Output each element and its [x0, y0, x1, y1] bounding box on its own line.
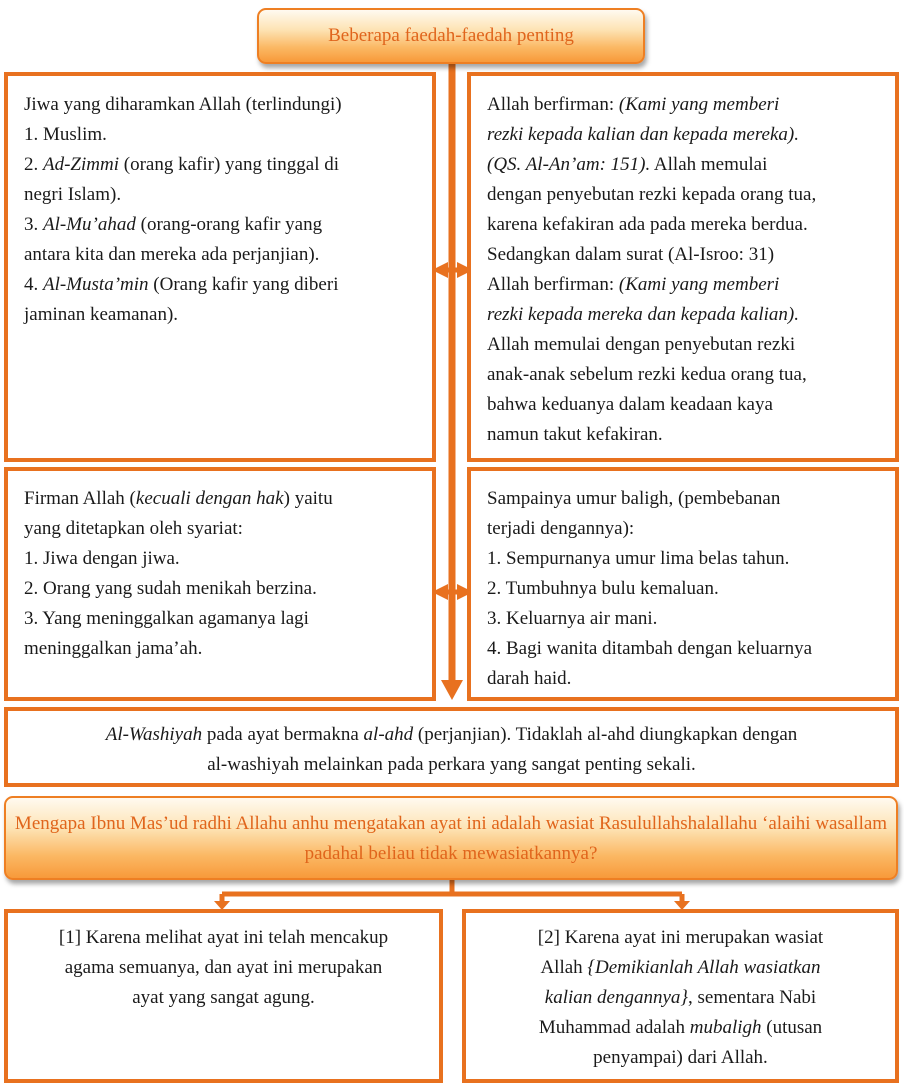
- text-segment: ayat yang sangat agung.: [132, 987, 315, 1008]
- text-line: [466, 1013, 895, 1043]
- text-segment: 1. Muslim.: [24, 124, 107, 145]
- text-segment: Allah memulai dengan penyebutan rezki: [487, 334, 796, 355]
- text-line: [487, 240, 895, 270]
- italic-text-segment: rezki kepada mereka dan kepada kalian).: [487, 304, 799, 325]
- text-line: [24, 150, 432, 180]
- text-line: [487, 514, 895, 544]
- box-al-washiyah: [4, 707, 899, 787]
- text-line: [466, 1043, 895, 1073]
- text-line: [24, 514, 432, 544]
- text-segment: anak-anak sebelum rezki kedua orang tua,: [487, 364, 807, 385]
- italic-text-segment: Al-Mu’ahad: [43, 214, 136, 235]
- text-segment: jaminan keamanan).: [24, 304, 179, 325]
- text-line: [487, 664, 895, 694]
- text-line: [24, 300, 432, 330]
- text-segment: 3.: [24, 214, 43, 235]
- title-text: Beberapa faedah-faedah penting: [328, 25, 574, 46]
- text-line: [24, 120, 432, 150]
- text-segment: 2. Tumbuhnya bulu kemaluan.: [487, 578, 719, 599]
- text-line: [8, 750, 895, 780]
- text-line: [24, 90, 432, 120]
- text-line: [487, 544, 895, 574]
- text-line: [24, 270, 432, 300]
- italic-text-segment: {Demikianlah Allah wasiatkan: [587, 957, 821, 978]
- text-segment: Allah berfirman:: [487, 94, 619, 115]
- text-segment: 4.: [24, 274, 43, 295]
- question-banner: [4, 796, 898, 880]
- text-line: [8, 720, 895, 750]
- text-segment: bahwa keduanya dalam keadaan kaya: [487, 394, 773, 415]
- text-segment: Mengapa Ibnu Mas’ud radhi Allahu anhu mengatakan ayat ini adalah wasiat Rasulullah: [14, 813, 681, 834]
- text-segment: [2] Karena ayat ini merupakan wasiat: [537, 927, 824, 948]
- text-line: [487, 180, 895, 210]
- text-segment: Sedangkan dalam surat (Al-Isroo: 31): [487, 244, 775, 265]
- box-baligh: [467, 467, 899, 701]
- text-line: [466, 983, 895, 1013]
- text-line: [8, 953, 439, 983]
- text-segment: Muhammad adalah: [538, 1017, 690, 1038]
- text-segment: ) yaitu: [283, 488, 333, 509]
- text-line: [8, 983, 439, 1013]
- text-segment: al-washiyah melainkan pada perkara yang sangat penting sekali.: [207, 754, 696, 775]
- text-segment: 4. Bagi wanita ditambah dengan keluarnya: [487, 638, 813, 659]
- text-segment: pada ayat bermakna: [202, 724, 364, 745]
- text-segment: Allah: [540, 957, 588, 978]
- text-segment: Allah memulai: [650, 154, 768, 175]
- text-line: [24, 210, 432, 240]
- text-segment: 2. Orang yang sudah menikah berzina.: [24, 578, 317, 599]
- italic-text-segment: Ad-Zimmi: [43, 154, 119, 175]
- text-line: [24, 484, 432, 514]
- text-segment: yang ditetapkan oleh syariat:: [24, 518, 243, 539]
- text-segment: karena kefakiran ada pada mereka berdua.: [487, 214, 808, 235]
- box-except-by-right: [4, 467, 436, 701]
- text-segment: (utusan: [761, 1017, 823, 1038]
- text-line: [487, 270, 895, 300]
- text-line: [487, 574, 895, 604]
- text-line: [8, 923, 439, 953]
- title-banner: [257, 8, 645, 64]
- text-segment: Jiwa yang diharamkan Allah (terlindungi): [24, 94, 342, 115]
- text-line: [487, 150, 895, 180]
- italic-text-segment: mubaligh: [689, 1017, 762, 1038]
- text-line: [487, 634, 895, 664]
- text-line: [466, 953, 895, 983]
- text-line: [24, 544, 432, 574]
- italic-text-segment: rezki kepada kalian dan kepada mereka).: [487, 124, 799, 145]
- text-segment: negri Islam).: [24, 184, 122, 205]
- text-segment: dengan penyebutan rezki kepada orang tua,: [487, 184, 817, 205]
- text-line: [24, 634, 432, 664]
- box-answer-1: [4, 909, 443, 1083]
- text-segment: (perjanjian). Tidaklah al-ahd diungkapkan dengan: [413, 724, 798, 745]
- text-line: [466, 923, 895, 953]
- text-segment: Allah berfirman:: [487, 274, 619, 295]
- italic-text-segment: kalian dengannya}: [544, 987, 688, 1008]
- text-segment: shalallahu ‘alaihi wasallam padahal beliau tidak mewasiatkannya?: [304, 813, 888, 864]
- text-segment: namun takut kefakiran.: [487, 424, 663, 445]
- text-line: [487, 390, 895, 420]
- italic-text-segment: Al-Washiyah: [105, 724, 203, 745]
- text-segment: penyampai) dari Allah.: [593, 1047, 768, 1068]
- box-answer-2: [462, 909, 899, 1083]
- text-line: [24, 604, 432, 634]
- text-segment: (orang kafir) yang tinggal di: [119, 154, 340, 175]
- text-segment: 1. Sempurnanya umur lima belas tahun.: [487, 548, 790, 569]
- text-line: [487, 90, 895, 120]
- text-segment: 2.: [24, 154, 43, 175]
- text-line: [487, 420, 895, 450]
- text-segment: agama semuanya, dan ayat ini merupakan: [64, 957, 383, 978]
- text-line: [487, 330, 895, 360]
- text-segment: darah haid.: [487, 668, 572, 689]
- italic-text-segment: al-ahd: [363, 724, 414, 745]
- text-segment: , sementara Nabi: [688, 987, 817, 1008]
- text-segment: [1] Karena melihat ayat ini telah mencakup: [58, 927, 389, 948]
- text-segment: Sampainya umur baligh, (pembebanan: [487, 488, 781, 509]
- text-segment: (orang-orang kafir yang: [135, 214, 323, 235]
- italic-text-segment: (Kami yang memberi: [618, 94, 780, 115]
- box-protected-souls: [4, 72, 436, 462]
- italic-text-segment: (Kami yang memberi: [618, 274, 780, 295]
- text-line: [487, 300, 895, 330]
- text-line: [24, 240, 432, 270]
- italic-text-segment: kecuali dengan hak: [135, 488, 284, 509]
- text-line: [24, 180, 432, 210]
- text-segment: 1. Jiwa dengan jiwa.: [24, 548, 180, 569]
- text-segment: antara kita dan mereka ada perjanjian).: [24, 244, 320, 265]
- italic-text-segment: Al-Musta’min: [43, 274, 149, 295]
- text-line: [487, 210, 895, 240]
- text-segment: meninggalkan jama’ah.: [24, 638, 203, 659]
- text-segment: Firman Allah (: [24, 488, 136, 509]
- text-line: [15, 813, 680, 834]
- text-line: [24, 574, 432, 604]
- text-segment: (Orang kafir yang diberi: [148, 274, 339, 295]
- text-segment: 3. Yang meninggalkan agamanya lagi: [24, 608, 309, 629]
- text-segment: terjadi dengannya):: [487, 518, 635, 539]
- box-rezki-order: [467, 72, 899, 462]
- italic-text-segment: (QS. Al-An’am: 151).: [487, 154, 651, 175]
- text-line: [487, 484, 895, 514]
- text-line: [487, 360, 895, 390]
- text-line: [487, 604, 895, 634]
- text-line: [487, 120, 895, 150]
- text-segment: 3. Keluarnya air mani.: [487, 608, 658, 629]
- trunk-arrowhead: [441, 680, 463, 700]
